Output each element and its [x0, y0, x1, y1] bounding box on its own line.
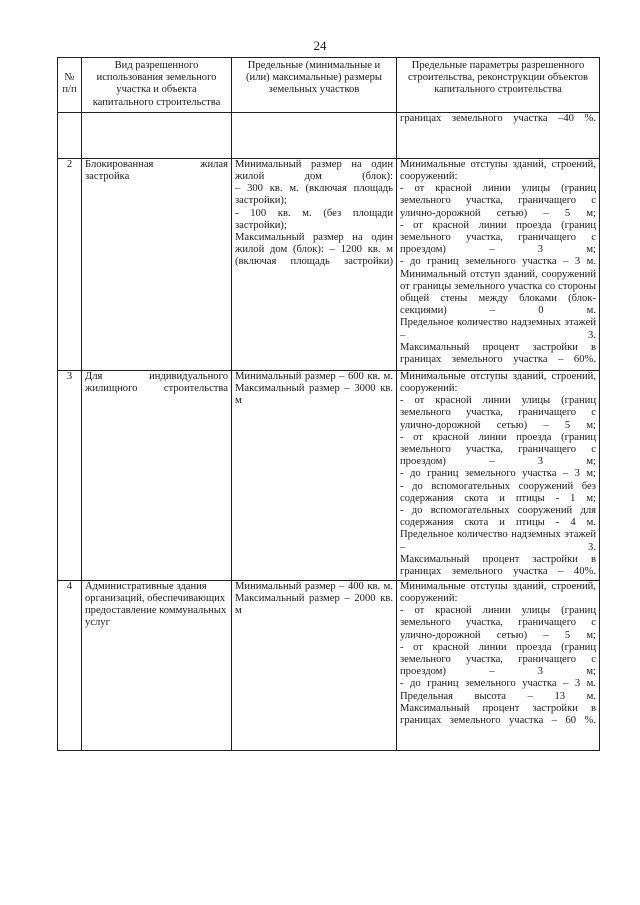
parameter-line: Минимальный отступ зданий, сооружений от границы земельного участка со стороны общей стены между блоками (блок-секциями) – 0 м.	[400, 268, 596, 317]
construction-parameters	[397, 112, 600, 158]
size-line: Максимальный размер – 3000 кв. м	[235, 383, 393, 407]
size-line: Минимальный размер – 600 кв. м.	[235, 370, 393, 382]
parameter-line: - до границ земельного участка – 3 м.	[400, 256, 596, 268]
parameter-line: - до вспомогательных сооружений без содержания скота и птицы - 1 м;	[400, 480, 596, 504]
parameter-line: Минимальные отступы зданий, строений, сооружений:	[400, 370, 596, 395]
size-line: Минимальный размер – 400 кв. м.	[235, 580, 393, 592]
parameter-line: - до вспомогательных сооружений для содержания скота и птицы - 4 м.	[400, 505, 596, 529]
parameter-line: Минимальные отступы зданий, строений, сооружений:	[400, 158, 596, 183]
header-use: Вид разрешенного использования земельного участка и объекта капитального строительства	[82, 58, 232, 113]
header-size: Предельные (минимальные и (или) максимальные) размеры земельных участков	[232, 58, 397, 113]
header-num: № п/п	[58, 58, 82, 113]
table-header-row	[58, 58, 600, 113]
parameter-line: - от красной линии улицы (границ земельного участка, граничащего с улично-дорожной сетью) – 5 м;	[400, 183, 596, 219]
land-use-text: Административные здания организаций, обеспечивающих предоставление коммунальных услуг	[85, 580, 227, 629]
land-use-text: Блокированная жилая застройка	[85, 158, 228, 183]
parameter-line: Максимальный процент застройки в границах земельного участка – 40%.	[400, 553, 596, 578]
size-line: - 100 кв. м. (без площади застройки);	[235, 207, 393, 231]
land-use-text: Для индивидуального жилищного строительства	[85, 370, 228, 395]
table-row	[58, 158, 600, 370]
parameter-line: Предельное количество надземных этажей – 3.	[400, 529, 596, 553]
construction-parameters	[397, 580, 600, 750]
table-row	[58, 112, 600, 158]
page-number: 24	[313, 38, 327, 53]
land-use-type	[82, 112, 232, 158]
parameter-line: - от красной линии проезда (границ земельного участка, граничащего с проездом) – 3 м;	[400, 219, 596, 256]
parameter-line: - от красной линии улицы (границ земельного участка, граничащего с улично-дорожной сетью) – 5 м;	[400, 395, 596, 431]
parameter-line: - от красной линии проезда (границ земельного участка, граничащего с проездом) – 3 м;	[400, 641, 596, 678]
plot-size-limits	[232, 580, 397, 750]
table-row	[58, 580, 600, 750]
plot-size-limits	[232, 370, 397, 580]
parameter-line: - от красной линии проезда (границ земельного участка, граничащего с проездом) – 3 м;	[400, 431, 596, 468]
parameter-line: Предельное количество надземных этажей – 3.	[400, 317, 596, 341]
parameter-line: Предельная высота – 13 м.	[400, 690, 596, 702]
row-number: 2	[58, 158, 82, 370]
row-number: 4	[58, 580, 82, 750]
plot-size-limits	[232, 158, 397, 370]
size-line: Максимальный размер – 2000 кв. м	[235, 593, 393, 617]
construction-parameters	[397, 370, 600, 580]
land-use-type	[82, 370, 232, 580]
size-line: Минимальный размер на один жилой дом (блок):	[235, 158, 393, 183]
parameter-line: Максимальный процент застройки в границах земельного участка – 60 %.	[400, 702, 596, 727]
header-params: Предельные параметры разрешенного строительства, реконструкции объектов капитального строительства	[397, 58, 600, 113]
construction-parameters	[397, 158, 600, 370]
land-use-type	[82, 158, 232, 370]
parameter-line: Максимальный процент застройки в границах земельного участка – 60%.	[400, 341, 596, 366]
size-line: Максимальный размер на один жилой дом (блок): – 1200 кв. м (включая площадь застройки)	[235, 232, 393, 268]
regulations-table	[57, 57, 600, 751]
land-use-type	[82, 580, 232, 750]
size-line: – 300 кв. м. (включая площадь застройки);	[235, 183, 393, 207]
plot-size-limits	[232, 112, 397, 158]
parameter-line: - до границ земельного участка – 3 м.	[400, 678, 596, 690]
parameter-line: границах земельного участка –40 %.	[400, 112, 596, 124]
parameter-line: Минимальные отступы зданий, строений, сооружений:	[400, 580, 596, 605]
parameter-line: - до границ земельного участка – 3 м;	[400, 468, 596, 480]
parameter-line: - от красной линии улицы (границ земельного участка, граничащего с улично-дорожной сетью) – 5 м;	[400, 605, 596, 641]
row-number: 3	[58, 370, 82, 580]
row-number	[58, 112, 82, 158]
table-row	[58, 370, 600, 580]
